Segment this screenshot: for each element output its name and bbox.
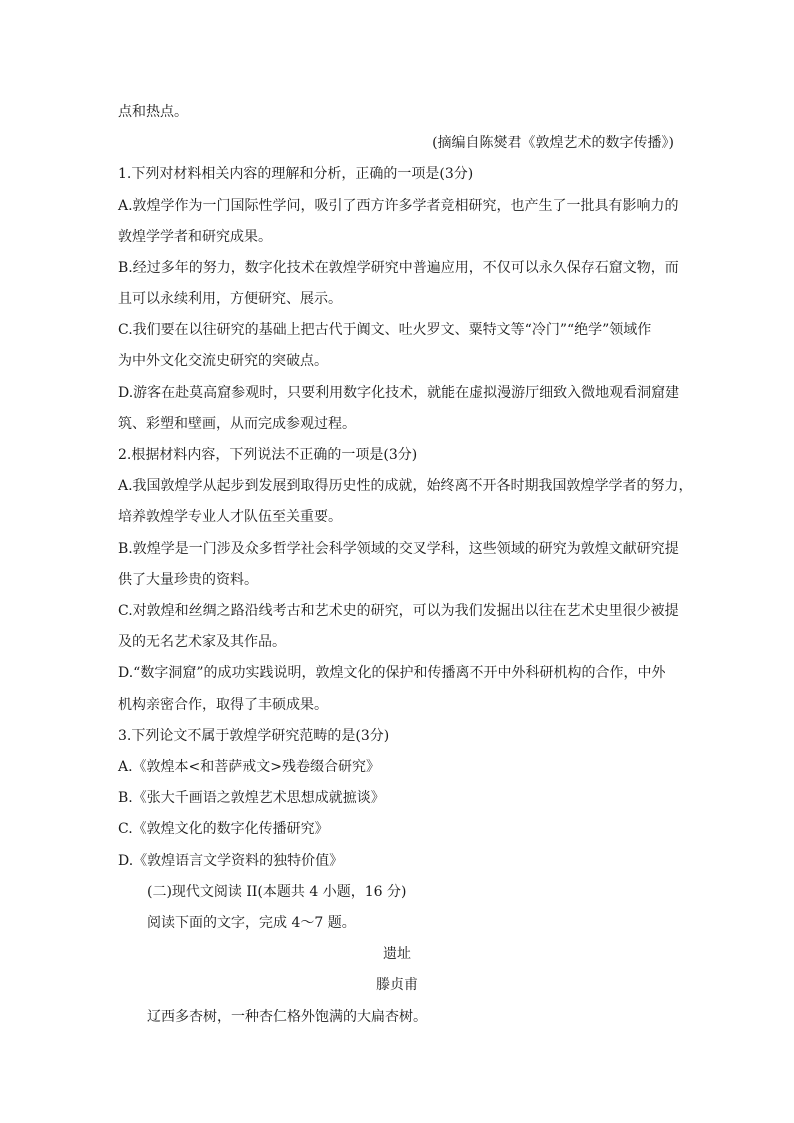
article-author: 滕贞甫: [376, 977, 418, 993]
question-3-option-c: C.《敦煌文化的数字化传播研究》: [118, 821, 329, 837]
question-2-option-b-line2: 供了大量珍贵的资料。: [118, 572, 258, 588]
question-1-option-c-line2: 为中外文化交流史研究的突破点。: [118, 353, 328, 369]
question-3-option-b: B.《张大千画语之敦煌艺术思想成就摭谈》: [118, 790, 385, 806]
question-1-option-b-line2: 且可以永续利用，方便研究、展示。: [118, 291, 342, 307]
question-3-option-d: D.《敦煌语言文学资料的独特价值》: [118, 853, 344, 869]
question-1-option-a-line1: A.敦煌学作为一门国际性学问，吸引了西方许多学者竞相研究，也产生了一批具有影响力的: [118, 198, 679, 214]
question-1-option-d-line2: 筑、彩塑和壁画，从而完成参观过程。: [118, 416, 356, 432]
question-2-option-d-line2: 机构亲密合作，取得了丰硕成果。: [118, 697, 328, 713]
lead-text: 点和热点。: [118, 104, 188, 120]
question-3-stem: 3.下列论文不属于敦煌学研究范畴的是(3分): [118, 728, 390, 744]
question-2-option-b-line1: B.敦煌学是一门涉及众多哲学社会科学领域的交叉学科，这些领域的研究为敦煌文献研究提: [118, 541, 679, 557]
question-2-option-a-line1: A.我国敦煌学从起步到发展到取得历史性的成就，始终离不开各时期我国敦煌学学者的努力，: [118, 478, 693, 494]
question-1-stem: 1.下列对材料相关内容的理解和分析，正确的一项是(3分): [118, 166, 474, 182]
source-citation: (摘编自陈爕君《敦煌艺术的数字传播》): [432, 135, 674, 151]
reading-instruction: 阅读下面的文字，完成 4～7 题。: [147, 915, 356, 931]
question-1-option-b-line1: B.经过多年的努力，数字化技术在敦煌学研究中普遍应用，不仅可以永久保存石窟文物，而: [118, 260, 679, 276]
question-2-option-c-line2: 及的无名艺术家及其作品。: [118, 634, 286, 650]
question-2-option-c-line1: C.对敦煌和丝绸之路沿线考古和艺术史的研究，可以为我们发掘出以往在艺术史里很少被提: [118, 603, 679, 619]
article-title: 遗址: [383, 946, 411, 962]
question-2-option-a-line2: 培养敦煌学专业人才队伍至关重要。: [118, 509, 342, 525]
question-2-option-d-line1: D.“数字洞窟”的成功实践说明，敦煌文化的保护和传播离不开中外科研机构的合作，中外: [118, 665, 666, 681]
section-heading: (二)现代文阅读 II(本题共 4 小题，16 分): [147, 884, 407, 900]
question-1-option-c-line1: C.我们要在以往研究的基础上把古代于阗文、吐火罗文、粟特文等“冷门”“绝学”领域作: [118, 322, 652, 338]
article-first-line: 辽西多杏树，一种杏仁格外饱满的大扁杏树。: [147, 1009, 427, 1025]
question-2-stem: 2.根据材料内容，下列说法不正确的一项是(3分): [118, 447, 418, 463]
question-3-option-a: A.《敦煌本<和菩萨戒文>残卷缀合研究》: [118, 759, 381, 775]
question-1-option-a-line2: 敦煌学学者和研究成果。: [118, 229, 272, 245]
question-1-option-d-line1: D.游客在赴莫高窟参观时，只要利用数字化技术，就能在虚拟漫游厅细致入微地观看洞窟建: [118, 385, 680, 401]
